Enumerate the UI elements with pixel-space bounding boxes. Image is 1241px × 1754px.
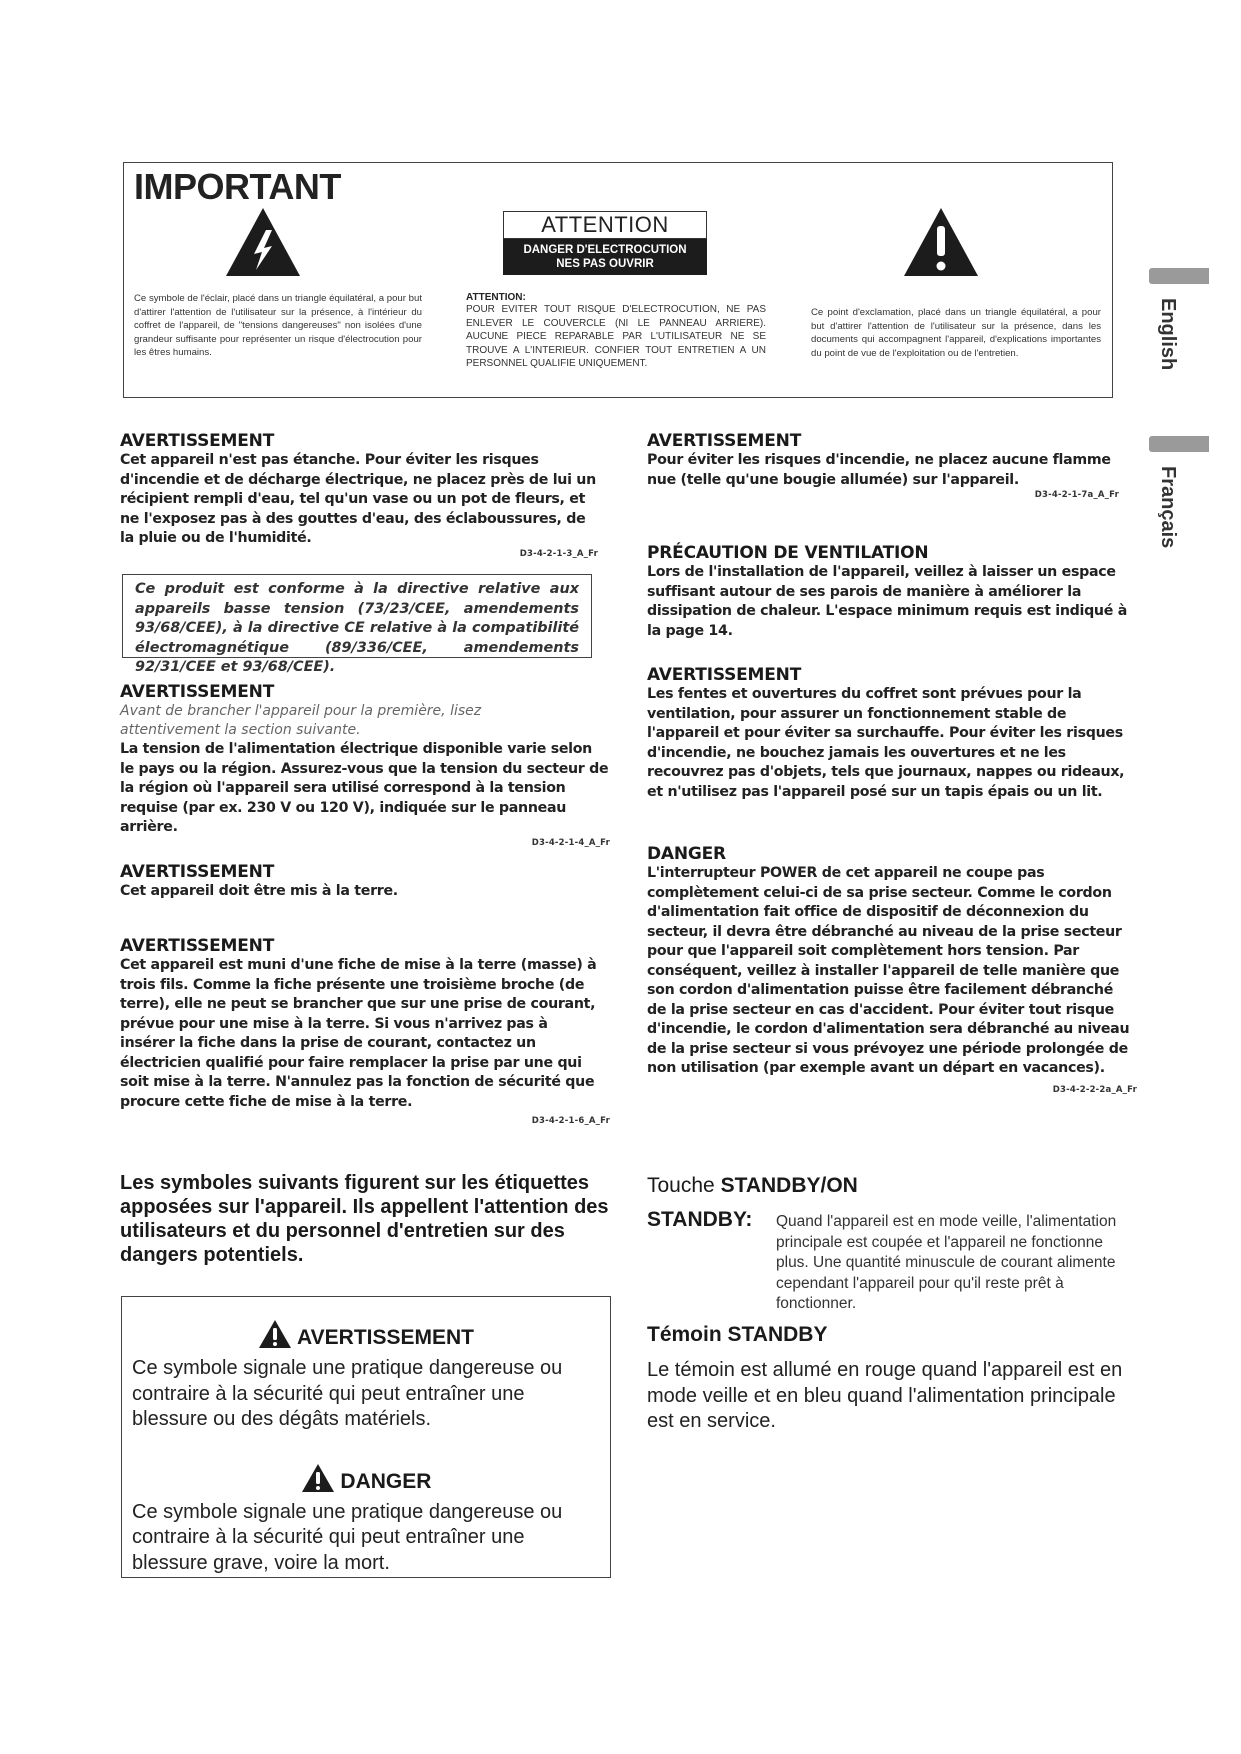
warning-text: Cet appareil n'est pas étanche. Pour éviter les risques d'incendie et de décharge électrique, ne placez près de lui un récipient rempli d'eau, tel qu'un vase ou un pot de fleurs, et ne l'exposez pas à des gouttes d'eau, des éclaboussures, de la pluie ou de l'humidité.	[120, 452, 596, 546]
reference-code: D3-4-2-1-4_A_Fr	[531, 837, 610, 848]
warning-text: Cet appareil est muni d'une fiche de mise à la terre (masse) à trois fils. Comme la fiche présente une troisième broche (de terre), elle ne peut se brancher que sur une prise de courant, prévue pour une mise à la terre. Si vous n'arrivez pas à insérer la fiche dans la prise de courant, contactez un électricien qualifié pour faire remplacer la prise par une qui soit mise à la terre. N'annulez pas la fonction de sécurité que procure cette fiche de mise à la terre.	[120, 957, 597, 1110]
side-tab-english-bar	[1149, 268, 1209, 284]
attention-word: ATTENTION	[503, 211, 707, 239]
attention-notice-heading: ATTENTION:	[466, 292, 526, 303]
standby-heading-key: STANDBY/ON	[720, 1174, 858, 1197]
exclamation-triangle-icon	[902, 206, 980, 278]
warning-heading: AVERTISSEMENT	[120, 431, 275, 451]
danger-power	[647, 844, 1137, 1095]
lightning-symbol-text: Ce symbole de l'éclair, placé dans un triangle équilatéral, a pour but d'attirer l'attention de l'utilisateur sur la présence, à l'intérieur du coffret de l'appareil, de "tensions dangereuses" non isolées d'une grandeur suffisante pour représenter un risque d'électrocution pour les êtres humains.	[134, 293, 422, 359]
standby-button-heading	[647, 1174, 858, 1198]
side-tab-francais: Français	[1157, 466, 1179, 549]
lightning-triangle-icon	[224, 206, 302, 278]
reference-code: D3-4-2-1-6_A_Fr	[531, 1116, 610, 1126]
caution-heading: PRÉCAUTION DE VENTILATION	[647, 543, 929, 563]
legend-danger-label: DANGER	[340, 1469, 432, 1493]
ventilation-caution	[647, 543, 1127, 641]
attention-notice	[466, 292, 766, 371]
warning-heading: AVERTISSEMENT	[647, 665, 802, 685]
warning-text: Cet appareil doit être mis à la terre.	[120, 883, 398, 899]
standby-heading-prefix: Touche	[647, 1174, 721, 1197]
exclamation-symbol-text: Ce point d'exclamation, placé dans un triangle équilatéral, a pour but d'attirer l'attention de l'utilisateur sur la présence, dans les documents qui accompagnent l'appareil, d'explications importantes du point de vue de l'exploitation ou de l'entretien.	[811, 307, 1101, 359]
attention-danger-line2: NES PAS OUVRIR	[556, 258, 654, 270]
attention-danger-label	[503, 239, 707, 275]
warning-intro-italic: Avant de brancher l'appareil pour la première, lisez attentivement la section suivante.	[120, 703, 482, 738]
ce-conformity-box: Ce produit est conforme à la directive relative aux appareils basse tension (73/23/CEE, amendements 93/68/CEE), à la directive CE relative à la compatibilité électromagnétique (89/336/CEE, amendements 92/31/CEE et 93/68/CEE).	[122, 574, 592, 658]
attention-badge	[503, 211, 707, 275]
warning-triangle-icon	[258, 1319, 292, 1349]
side-tab-english: English	[1157, 298, 1179, 371]
legend-warning-label: AVERTISSEMENT	[297, 1326, 475, 1349]
indicator-heading-prefix: Témoin	[647, 1323, 728, 1346]
reference-code: D3-4-2-1-3_A_Fr	[519, 548, 598, 559]
symbol-legend-box	[121, 1296, 611, 1578]
indicator-heading-key: STANDBY	[727, 1323, 828, 1346]
warning-text: La tension de l'alimentation électrique disponible varie selon le pays ou la région. Assurez-vous que la tension du secteur de la région où l'appareil sera utilisé correspond à la tension requise (par ex. 230 V ou 120 V), indiquée sur le panneau arrière.	[120, 741, 609, 835]
warning-heading: AVERTISSEMENT	[647, 431, 802, 451]
standby-indicator-heading	[647, 1323, 827, 1347]
reference-code: D3-4-2-1-7a_A_Fr	[1034, 490, 1119, 500]
side-tab-francais-bar	[1149, 436, 1209, 452]
legend-danger-text: Ce symbole signale une pratique dangereuse ou contraire à la sécurité qui peut entraîner une blessure grave, voire la mort.	[132, 1500, 563, 1574]
reference-code: D3-4-2-2-2a_A_Fr	[1052, 1084, 1137, 1095]
warning-heading: AVERTISSEMENT	[120, 936, 275, 956]
danger-triangle-icon	[301, 1463, 335, 1493]
attention-danger-line1: DANGER D'ELECTROCUTION	[523, 244, 687, 256]
legend-warning-text: Ce symbole signale une pratique dangereuse ou contraire à la sécurité qui peut entraîner une blessure ou des dégâts matériels.	[132, 1357, 563, 1430]
warning-plug	[120, 936, 610, 1126]
symbols-intro: Les symboles suivants figurent sur les étiquettes apposées sur l'appareil. Ils appellent l'attention des utilisateurs et du personnel d'entretien sur des dangers potentiels.	[120, 1172, 609, 1266]
important-title: IMPORTANT	[134, 166, 341, 207]
warning-heading: AVERTISSEMENT	[120, 862, 275, 882]
warning-text: Pour éviter les risques d'incendie, ne placez aucune flamme nue (telle qu'une bougie allumée) sur l'appareil.	[647, 452, 1111, 488]
danger-text: L'interrupteur POWER de cet appareil ne coupe pas complètement celui-ci de sa prise secteur. Comme le cordon d'alimentation fait office de dispositif de déconnexion du secteur, il devra être débranché au niveau de la prise secteur pour que l'appareil soit complètement hors tension. Par conséquent, veillez à installer l'appareil de telle manière que son cordon d'alimentation puisse être facilement débranché de la prise secteur en cas d'accident. Pour éviter tout risque d'incendie, le cordon d'alimentation sera débranché au niveau de la prise secteur si vous prévoyez une période prolongée de non utilisation (par exemple avant un départ en vacances).	[647, 865, 1130, 1076]
standby-indicator-text: Le témoin est allumé en rouge quand l'appareil est en mode veille et en bleu quand l'alimentation principale est en service.	[647, 1359, 1123, 1432]
attention-notice-text: POUR EVITER TOUT RISQUE D'ELECTROCUTION, NE PAS ENLEVER LE COUVERCLE (NI LE PANNEAU ARRIERE). AUCUNE PIECE REPARABLE PAR L'UTILISATEUR NE SE TROUVE A L'INTERIEUR. CONFIER TOUT ENTRETIEN A UN PERSONNEL QUALIFIE UNIQUEMENT.	[466, 304, 766, 370]
warning-waterproof	[120, 431, 600, 559]
warning-text: Les fentes et ouvertures du coffret sont prévues pour la ventilation, pour assurer un fonctionnement stable de l'appareil et pour éviter sa surchauffe. Pour éviter les risques d'incendie, ne bouchez jamais les ouvertures et ne les recouvrez pas d'objets, tels que journaux, nappes ou rideaux, et n'utilisez pas l'appareil posé sur un tapis épais ou un lit.	[647, 686, 1125, 800]
legend-warning-heading	[122, 1319, 610, 1350]
warning-heading: AVERTISSEMENT	[120, 682, 275, 702]
danger-heading: DANGER	[647, 844, 726, 864]
warning-openings	[647, 665, 1129, 802]
caution-text: Lors de l'installation de l'appareil, veillez à laisser un espace suffisant autour de ses parois de manière à améliorer la dissipation de chaleur. L'espace minimum requis est indiqué à la page 14.	[647, 564, 1127, 639]
standby-description: Quand l'appareil est en mode veille, l'alimentation principale est coupée et l'appareil ne fonctionne plus. Une quantité minuscule de courant alimente cependant l'appareil pour qu'il reste prêt à fonctionner.	[776, 1213, 1117, 1312]
warning-flame	[647, 431, 1119, 500]
standby-label: STANDBY:	[647, 1208, 753, 1231]
warning-voltage	[120, 682, 610, 848]
legend-danger-heading	[122, 1463, 610, 1494]
warning-ground	[120, 862, 600, 902]
